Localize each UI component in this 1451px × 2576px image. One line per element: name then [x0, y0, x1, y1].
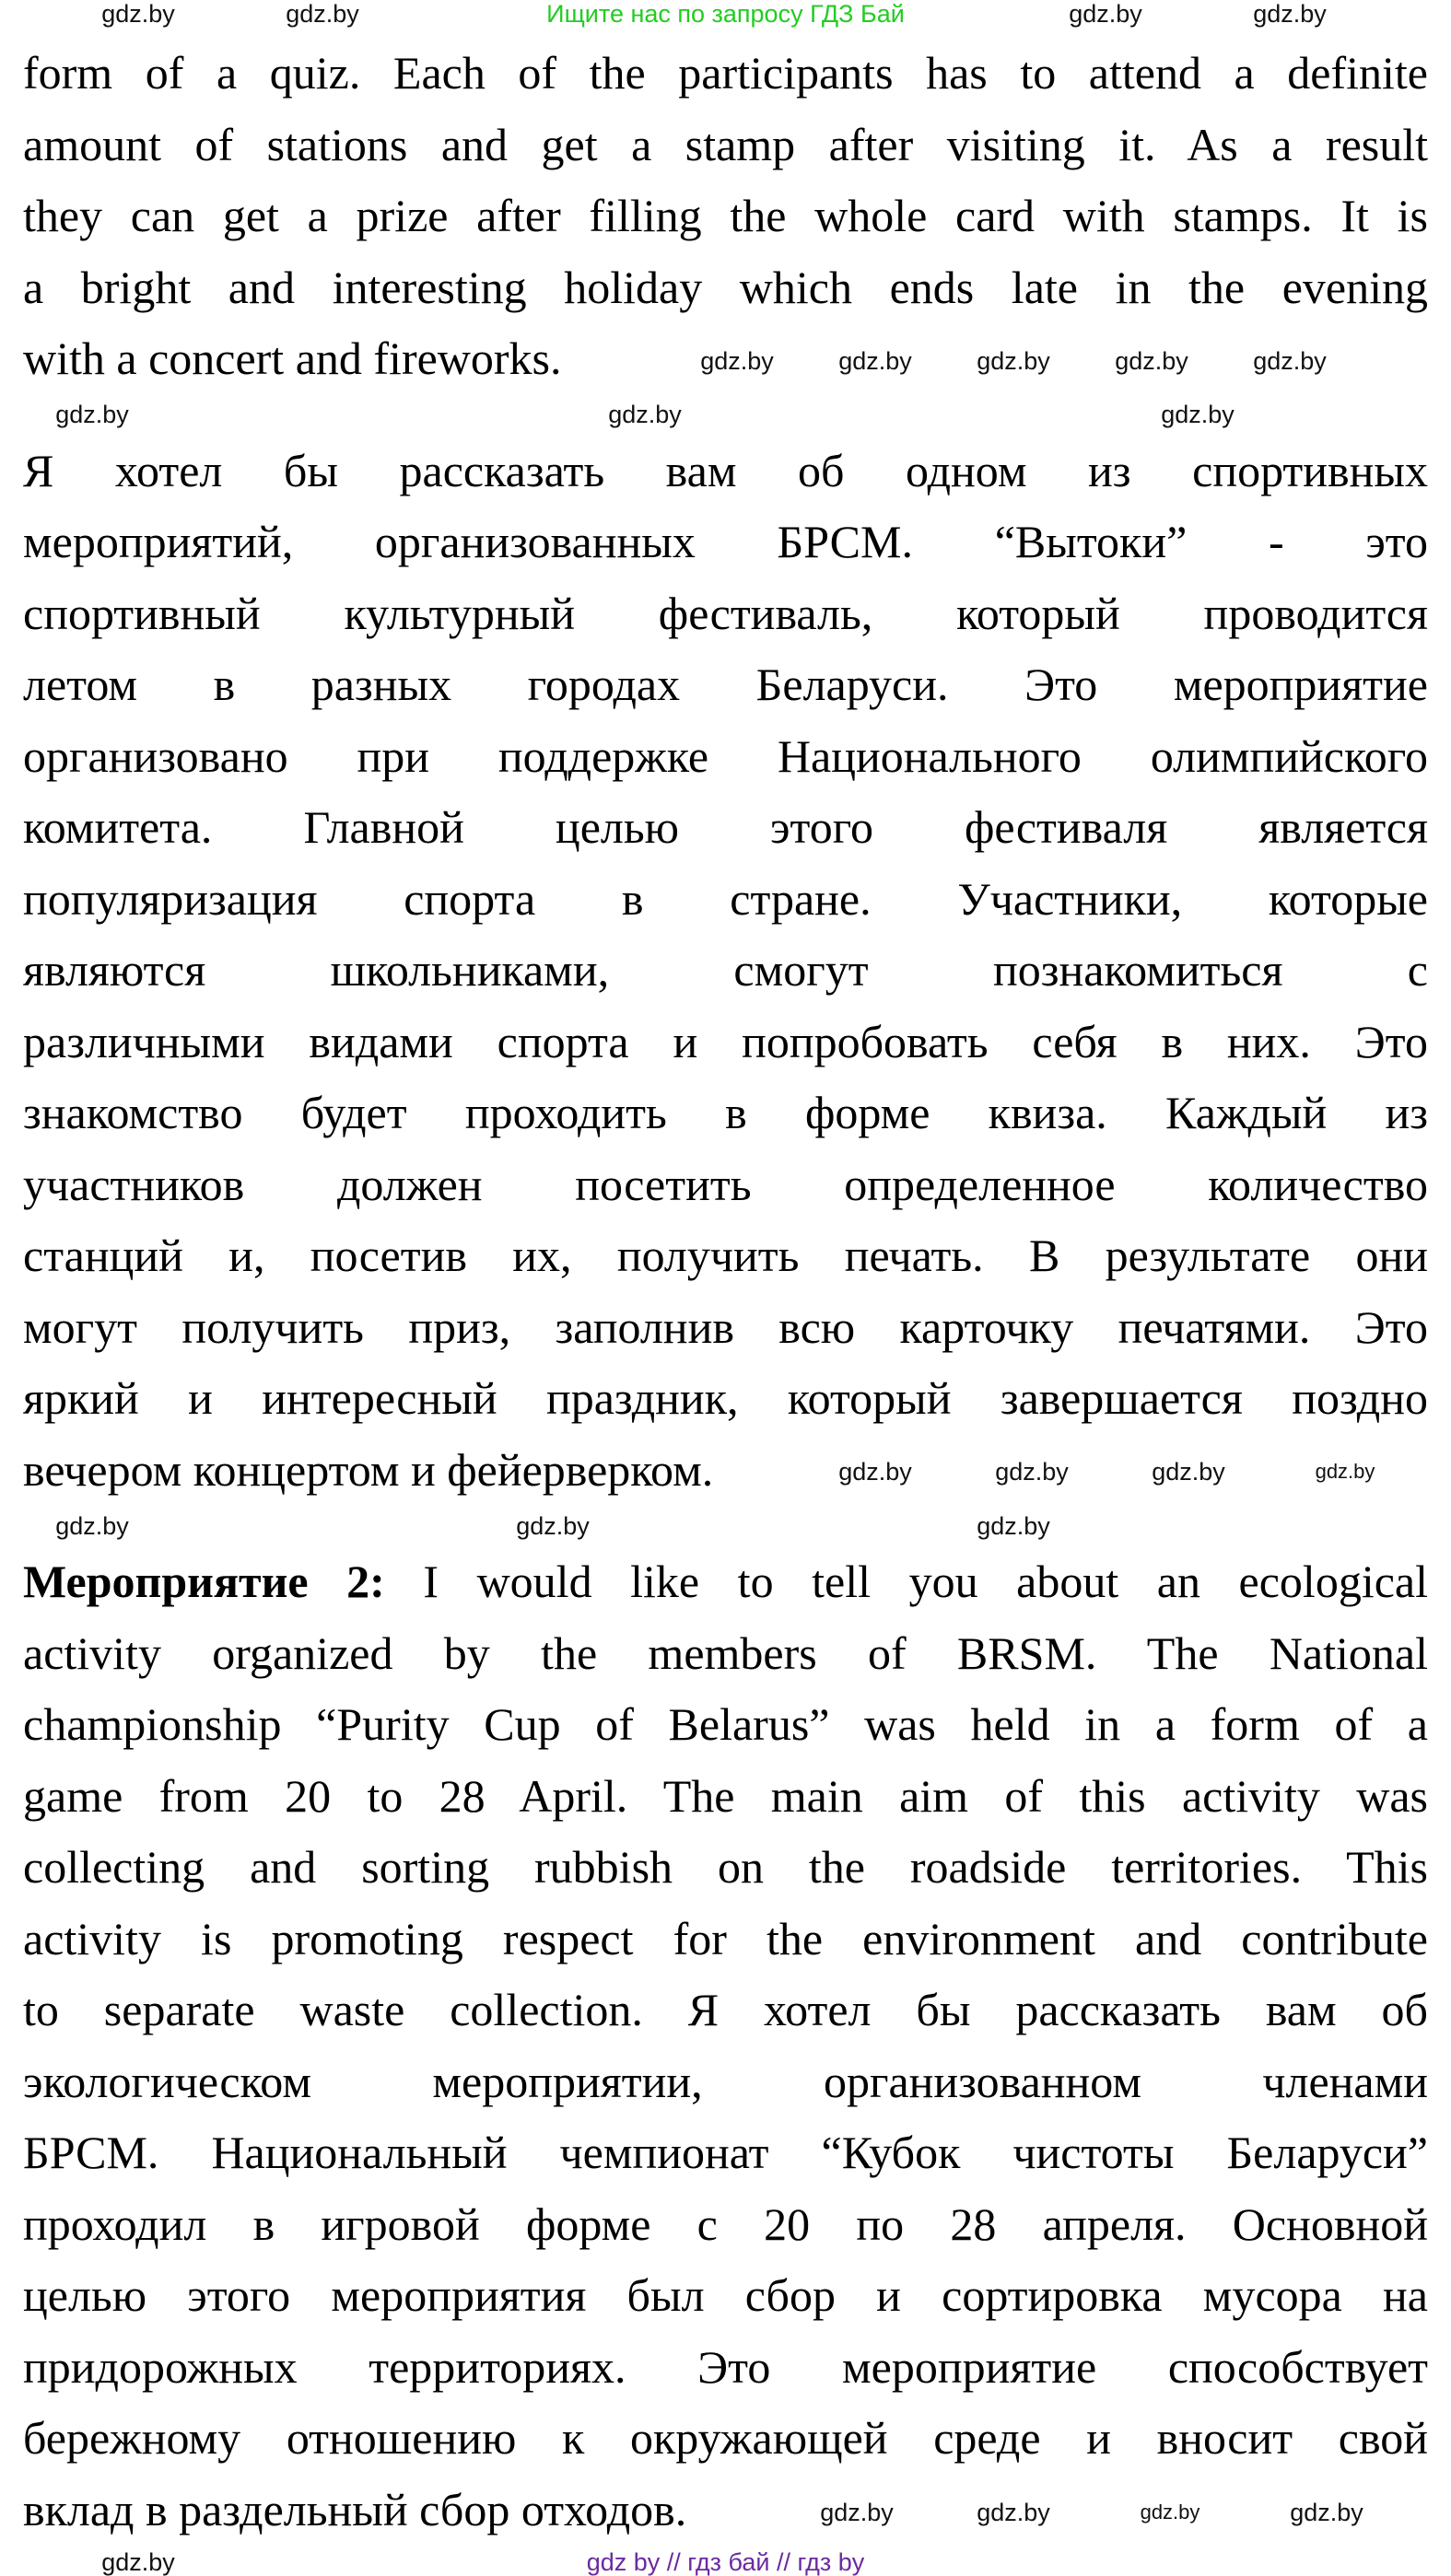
text-line: целью этого мероприятия был сбор и сортировка мусора на — [23, 2269, 1428, 2321]
watermark: gdz.by — [977, 347, 1050, 375]
watermark: gdz.by — [608, 401, 682, 428]
text-line: придорожных территориях. Это мероприятие способствует — [23, 2340, 1428, 2393]
text-line: спортивный культурный фестиваль, который проводится — [23, 587, 1428, 639]
watermark: gdz.by — [55, 401, 129, 428]
watermark: gdz.by — [1140, 2500, 1200, 2524]
text-line: мероприятий, организованных БРСМ. “Вытоки” - это — [23, 516, 1428, 567]
watermark: gdz.by — [1253, 347, 1327, 375]
text-line: collecting and sorting rubbish on the roadside territories. This — [23, 1841, 1428, 1893]
text-line: экологическом мероприятии, организованном членами — [23, 2055, 1428, 2107]
paragraph-english-festival — [23, 38, 1428, 395]
watermark: gdz.by — [700, 347, 774, 375]
watermark: gdz.by — [838, 347, 912, 375]
watermark: gdz.by — [977, 2499, 1050, 2526]
text-line: являются школьниками, смогут познакомиться с — [23, 944, 1428, 996]
paragraph-event-2 — [23, 1546, 1428, 2546]
text-line: организовано при поддержке Национального олимпийского — [23, 729, 1428, 782]
text-line: БРСМ. Национальный чемпионат “Кубок чистоты Беларуси” — [23, 2127, 1428, 2178]
watermark: gdz.by — [1315, 1460, 1375, 1483]
footer-links: gdz by // гдз бай // гдз by — [586, 2548, 865, 2576]
text-line: летом в разных городах Беларуси. Это мероприятие — [23, 659, 1428, 710]
search-banner-row — [0, 0, 1451, 28]
text-line: участников должен посетить определенное количество — [23, 1158, 1428, 1210]
text-line: form of a quiz. Each of the participants has to attend a definite — [23, 47, 1428, 99]
watermark: gdz.by — [977, 1512, 1050, 1540]
text-line: бережному отношению к окружающей среде и вносит свой — [23, 2412, 1428, 2464]
watermark: gdz.by — [1290, 2499, 1363, 2526]
event-heading: Мероприятие 2: — [23, 1556, 385, 1607]
text-line: станций и, посетив их, получить печать. В результате они — [23, 1230, 1428, 1281]
text-line — [23, 1546, 1428, 1618]
text-line: amount of stations and get a stamp after visiting it. As a result — [23, 118, 1428, 170]
text-line: a bright and interesting holiday which ends late in the evening — [23, 261, 1428, 313]
text-line: with a concert and fireworks. — [23, 332, 562, 384]
search-banner: Ищите нас по запросу ГДЗ Бай — [546, 0, 905, 28]
text-line-rest: I would like to tell you about an ecological — [384, 1556, 1428, 1607]
text-line: знакомство будет проходить в форме квиза. Каждый из — [23, 1087, 1428, 1138]
watermark: gdz.by — [1161, 401, 1235, 428]
text-line: комитета. Главной целью этого фестиваля является — [23, 801, 1428, 853]
text-line: championship “Purity Cup of Belarus” was held in a form of a — [23, 1698, 1428, 1750]
watermark: gdz.by — [1069, 0, 1142, 28]
text-line: различными видами спорта и попробовать себя в них. Это — [23, 1015, 1428, 1067]
text-line: вклад в раздельный сбор отходов. — [23, 2483, 687, 2535]
text-line: to separate waste collection. Я хотел бы рассказать вам об — [23, 1984, 1428, 2035]
watermark: gdz.by — [101, 2548, 175, 2576]
text-line: game from 20 to 28 April. The main aim of this activity was — [23, 1769, 1428, 1822]
text-line: яркий и интересный праздник, который завершается поздно — [23, 1372, 1428, 1424]
text-line: вечером концертом и фейерверком. — [23, 1443, 714, 1496]
text-line: популяризация спорта в стране. Участники, которые — [23, 872, 1428, 925]
watermark: gdz.by — [838, 1458, 912, 1486]
watermark: gdz.by — [101, 0, 175, 28]
watermark: gdz.by — [1152, 1458, 1225, 1486]
text-line: activity organized by the members of BRSM. The National — [23, 1626, 1428, 1679]
text-line: they can get a prize after filling the whole card with stamps. It is — [23, 190, 1428, 241]
watermark: gdz.by — [1115, 347, 1188, 375]
watermark: gdz.by — [1253, 0, 1327, 28]
text-line: activity is promoting respect for the environment and contribute — [23, 1912, 1428, 1964]
watermark: gdz.by — [820, 2499, 894, 2526]
watermark: gdz.by — [55, 1512, 129, 1540]
text-line: проходил в игровой форме с 20 по 28 апреля. Основной — [23, 2197, 1428, 2250]
text-line: Я хотел бы рассказать вам об одном из спортивных — [23, 444, 1428, 496]
watermark: gdz.by — [516, 1512, 590, 1540]
paragraph-russian-festival — [23, 436, 1428, 1507]
watermark: gdz.by — [995, 1458, 1069, 1486]
watermark: gdz.by — [286, 0, 359, 28]
text-line: могут получить приз, заполнив всю карточку печатями. Это — [23, 1300, 1428, 1353]
